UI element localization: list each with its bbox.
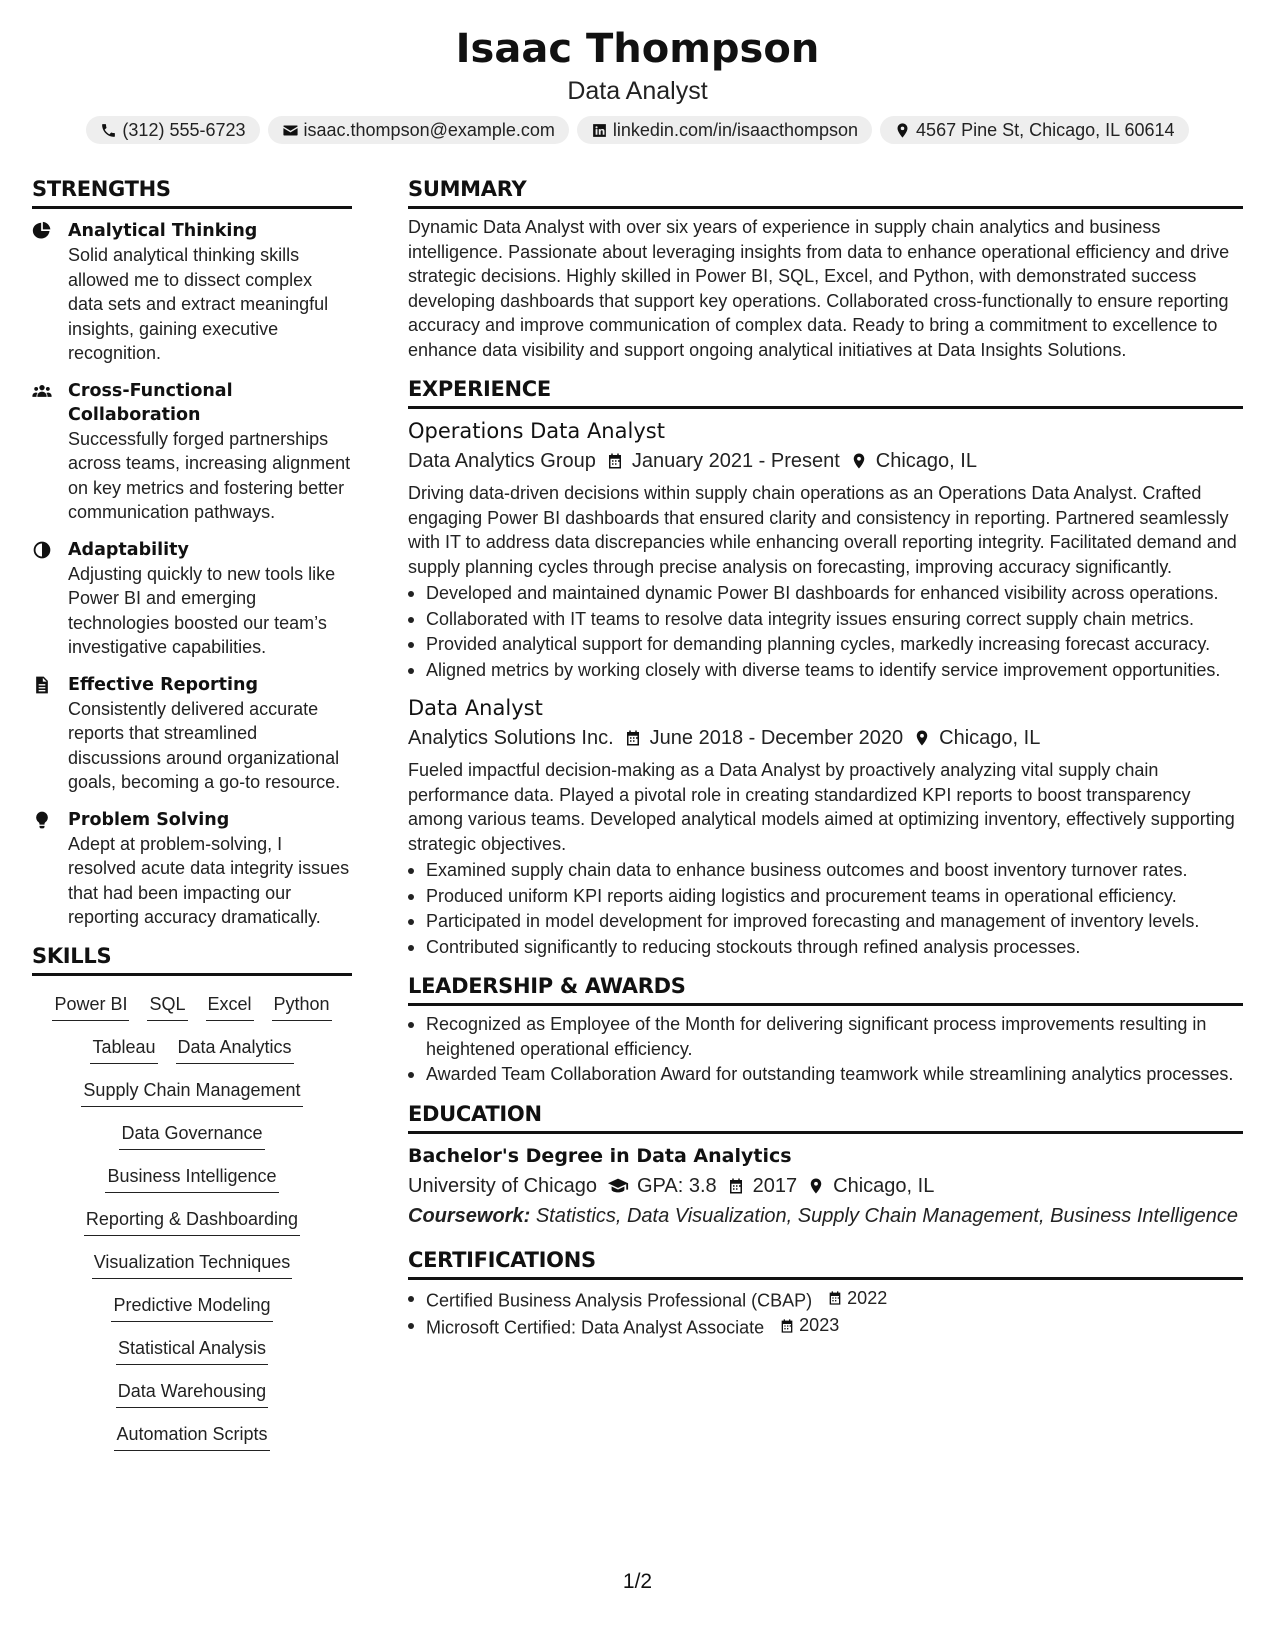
education-heading: EDUCATION — [408, 1101, 1243, 1134]
strength-item — [32, 219, 352, 366]
company-name: Analytics Solutions Inc. — [408, 727, 614, 749]
job-dates: January 2021 - Present — [631, 450, 840, 472]
leadership-list — [408, 1012, 1243, 1087]
certification-year: 2022 — [847, 1287, 888, 1308]
strength-desc: Adjusting quickly to new tools like Power BI and emerging technologies boosted our team’s investigative capabilities. — [68, 563, 336, 657]
bullet-item: Participated in model development for improved forecasting and management of inventory levels. — [408, 909, 1243, 934]
bullet-item: Recognized as Employee of the Month for delivering significant process improvements resulting in heightened operational efficiency. — [408, 1012, 1243, 1061]
calendar-icon — [727, 1177, 745, 1195]
graduation-year: 2017 — [752, 1174, 798, 1197]
candidate-name: Isaac Thompson — [455, 26, 820, 72]
skill-tag: SQL — [147, 992, 187, 1021]
skill-tag: Predictive Modeling — [111, 1293, 272, 1322]
company-name: Data Analytics Group — [408, 450, 596, 472]
skills-section — [32, 943, 352, 1451]
candidate-title: Data Analyst — [567, 77, 708, 105]
pie-chart-icon — [32, 221, 52, 241]
job-title: Operations Data Analyst — [408, 419, 665, 443]
strength-item — [32, 379, 352, 525]
strength-item — [32, 538, 352, 660]
email-pill[interactable] — [268, 116, 569, 144]
strength-desc: Successfully forged partnerships across teams, increasing alignment on key metrics and fostering better communication pathways. — [68, 428, 351, 522]
map-pin-icon — [913, 729, 931, 747]
resume-header — [0, 0, 1275, 144]
experience-heading: EXPERIENCE — [408, 376, 1243, 409]
summary-heading: SUMMARY — [408, 176, 1243, 209]
linkedin-icon — [591, 122, 608, 139]
skill-tag: Supply Chain Management — [81, 1078, 302, 1107]
strength-desc: Adept at problem-solving, I resolved acute data integrity issues that had been impacting our reporting accuracy dramatically. — [68, 833, 350, 927]
linkedin-text: linkedin.com/in/isaacthompson — [612, 120, 859, 140]
certification-item — [408, 1313, 1243, 1340]
strength-title: Analytical Thinking — [68, 221, 258, 241]
job-description: Fueled impactful decision-making as a Data Analyst by proactively analyzing vital supply chain performance data. Played a pivotal role in creating standardized KPI reports to boost transparency among various teams. Developed analytical models aimed at optimizing inventory, effectively supporting strategic objectives. — [408, 760, 1235, 854]
skill-tag: Business Intelligence — [105, 1164, 278, 1193]
page-number: 1/2 — [622, 1570, 653, 1593]
contact-bar — [0, 116, 1275, 144]
bullet-item: Awarded Team Collaboration Award for outstanding teamwork while streamlining analytics processes. — [408, 1062, 1243, 1087]
skill-tag: Data Governance — [119, 1121, 264, 1150]
bullet-item: Provided analytical support for demanding planning cycles, markedly increasing forecast accuracy. — [408, 632, 1243, 657]
strength-title: Cross-Functional Collaboration — [68, 380, 233, 425]
calendar-icon — [779, 1318, 795, 1334]
job-bullets — [408, 858, 1243, 959]
leadership-heading: LEADERSHIP & AWARDS — [408, 973, 1243, 1006]
job-location: Chicago, IL — [939, 727, 1041, 749]
coursework-list: Statistics, Data Visualization, Supply Chain Management, Business Intelligence — [535, 1204, 1239, 1227]
bullet-item: Examined supply chain data to enhance business outcomes and boost inventory turnover rates. — [408, 858, 1243, 883]
summary-text: Dynamic Data Analyst with over six years of experience in supply chain analytics and business intelligence. Passionate about leveraging insights from data to enhance operational efficiency and drive strategic decisions. Highly skilled in Power BI, SQL, Excel, and Python, with demonstrated success developing dashboards that support key operations. Collaborated cross-functionally to ensure reporting accuracy and improve communication of complex data. Ready to bring a commitment to excellence to enhance data visibility and support ongoing analytical initiatives at Data Insights Solutions. — [408, 217, 1230, 360]
certification-name: Certified Business Analysis Professional (CBAP) — [426, 1289, 813, 1310]
certifications-list — [408, 1286, 1243, 1341]
skill-tag: Visualization Techniques — [92, 1250, 292, 1279]
job-meta — [408, 447, 1243, 475]
job-bullets — [408, 581, 1243, 682]
school-name: University of Chicago — [408, 1174, 597, 1197]
skill-tag: Power BI — [52, 992, 129, 1021]
certifications-heading: CERTIFICATIONS — [408, 1247, 1243, 1280]
calendar-icon — [827, 1290, 843, 1306]
address-pill[interactable] — [880, 116, 1189, 144]
lightbulb-icon — [32, 810, 52, 830]
map-pin-icon — [807, 1177, 825, 1195]
strengths-list — [32, 219, 352, 930]
calendar-icon — [624, 729, 642, 747]
skill-tag: Excel — [206, 992, 254, 1021]
skill-tag: Automation Scripts — [114, 1422, 269, 1451]
email-text: isaac.thompson@example.com — [303, 120, 555, 140]
phone-pill[interactable] — [86, 116, 259, 144]
map-pin-icon — [850, 452, 868, 470]
skill-tag: Data Analytics — [176, 1035, 294, 1064]
job-location: Chicago, IL — [875, 450, 977, 472]
job-entry — [408, 694, 1243, 959]
degree-title: Bachelor's Degree in Data Analytics — [408, 1144, 792, 1167]
skills-heading: SKILLS — [32, 943, 352, 976]
certification-year: 2023 — [799, 1315, 840, 1336]
coursework-label: Coursework: — [408, 1204, 531, 1227]
strength-title: Adaptability — [68, 539, 189, 560]
skill-tag: Data Warehousing — [116, 1379, 268, 1408]
calendar-icon — [606, 452, 624, 470]
left-column — [32, 176, 352, 1451]
coursework — [408, 1204, 1243, 1229]
strength-desc: Solid analytical thinking skills allowed me to dissect complex data sets and extract meaningful insights, gaining executive recognition. — [68, 245, 329, 363]
skill-tag: Statistical Analysis — [116, 1336, 268, 1365]
strength-item — [32, 673, 352, 795]
strength-item — [32, 808, 352, 930]
address-text: 4567 Pine St, Chicago, IL 60614 — [916, 120, 1175, 140]
bullet-item: Contributed significantly to reducing stockouts through refined analysis processes. — [408, 935, 1243, 960]
job-dates: June 2018 - December 2020 — [649, 727, 904, 749]
job-description: Driving data-driven decisions within supply chain operations as an Operations Data Analyst. Crafted engaging Power BI dashboards that ensured clarity and consistency in reporting. Partnered seamlessly with IT to address data discrepancies while enhancing overall reporting integrity. Facilitated demand and supply planning cycles through precise analysis on forecasting, improving accuracy significantly. — [408, 483, 1237, 577]
skill-tag: Reporting & Dashboarding — [84, 1207, 300, 1236]
graduation-cap-icon — [607, 1175, 629, 1197]
certification-item — [408, 1286, 1243, 1313]
skills-list — [32, 992, 352, 1451]
document-icon — [32, 675, 52, 695]
map-pin-icon — [894, 122, 911, 139]
education-meta — [408, 1172, 1243, 1200]
bullet-item: Produced uniform KPI reports aiding logistics and procurement teams in operational efficiency. — [408, 884, 1243, 909]
gpa: GPA: 3.8 — [636, 1174, 717, 1197]
bullet-item: Developed and maintained dynamic Power BI dashboards for enhanced visibility across operations. — [408, 581, 1243, 606]
right-column — [408, 176, 1243, 1340]
strengths-heading: STRENGTHS — [32, 176, 352, 209]
users-icon — [32, 381, 52, 401]
school-location: Chicago, IL — [833, 1174, 935, 1197]
envelope-icon — [282, 122, 299, 139]
adjust-icon — [32, 540, 52, 560]
job-title: Data Analyst — [408, 696, 543, 720]
linkedin-pill[interactable] — [577, 116, 872, 144]
job-entry — [408, 417, 1243, 682]
strength-title: Effective Reporting — [68, 674, 258, 695]
bullet-item: Aligned metrics by working closely with diverse teams to identify service improvement opportunities. — [408, 658, 1243, 683]
phone-text: (312) 555-6723 — [122, 120, 246, 140]
certification-name: Microsoft Certified: Data Analyst Associate — [426, 1317, 765, 1338]
strength-title: Problem Solving — [68, 809, 230, 830]
job-meta — [408, 724, 1243, 752]
skill-tag: Tableau — [90, 1035, 157, 1064]
strength-desc: Consistently delivered accurate reports that streamlined discussions around organizational goals, becoming a go-to resource. — [68, 698, 341, 792]
phone-icon — [100, 122, 117, 139]
skill-tag: Python — [272, 992, 332, 1021]
bullet-item: Collaborated with IT teams to resolve data integrity issues ensuring correct supply chain metrics. — [408, 607, 1243, 632]
